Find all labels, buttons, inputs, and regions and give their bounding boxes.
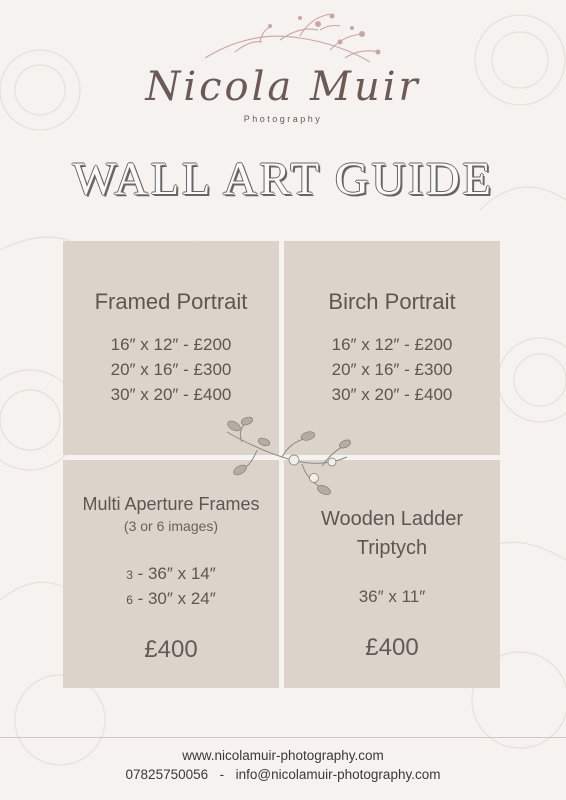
panel-title-line1: Wooden Ladder: [321, 508, 463, 530]
footer-contact: [0, 767, 566, 782]
panel-title: Framed Portrait: [94, 289, 248, 314]
price-line: 30″ x 20″ - £400: [331, 385, 453, 404]
price-line: 30″ x 20″ - £400: [110, 385, 232, 404]
panel-title: Birch Portrait: [328, 289, 456, 314]
footer-phone[interactable]: 07825750056: [125, 767, 209, 782]
footer-email[interactable]: info@nicolamuir-photography.com: [235, 767, 441, 782]
option-line: [63, 561, 279, 588]
panel-title: Multi Aperture Frames: [82, 494, 260, 514]
panel-price: £400: [144, 636, 198, 663]
option-size: - 30″ x 24″: [132, 589, 216, 608]
footer-website[interactable]: www.nicolamuir-photography.com: [182, 748, 384, 763]
price-line: 20″ x 16″ - £300: [331, 360, 453, 379]
page-title: WALL ART GUIDE: [72, 153, 494, 205]
panel-subtitle: (3 or 6 images): [123, 518, 219, 534]
panel-price: £400: [365, 634, 419, 661]
footer-separator: -: [219, 767, 225, 782]
footer-divider: [0, 737, 566, 738]
panel-title-line2: Triptych: [356, 537, 428, 559]
option-line: [63, 586, 279, 613]
size-line: 36″ x 11″: [358, 587, 426, 606]
price-line: 16″ x 12″ - £200: [110, 335, 232, 354]
option-size: - 36″ x 14″: [132, 564, 216, 583]
price-line: 20″ x 16″ - £300: [110, 360, 232, 379]
logo-subtitle: Photography: [243, 114, 323, 124]
floral-sprig-decoration: [212, 412, 362, 512]
option-count: 6: [126, 593, 133, 607]
price-line: 16″ x 12″ - £200: [331, 335, 453, 354]
option-count: 3: [126, 568, 133, 582]
logo-name: Nicola Muir: [145, 64, 421, 110]
